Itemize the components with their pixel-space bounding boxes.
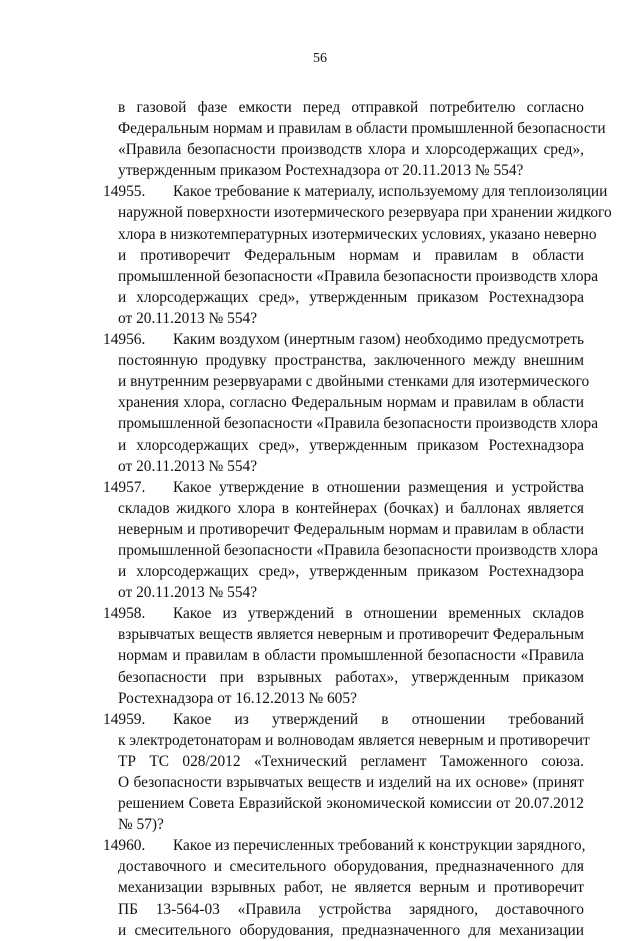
text-line: Каким воздухом (инертным газом) необходимо предусмотреть (173, 331, 584, 349)
text-line: складов жидкого хлора в контейнерах (бочках) и баллонах является (118, 499, 584, 517)
text-line: Какое из утверждений в отношении требований (173, 710, 584, 728)
text-line: от 20.11.2013 № 554? (118, 584, 258, 602)
text-line: Какое из утверждений в отношении временных складов (173, 605, 584, 623)
text-line: № 57)? (118, 816, 164, 834)
text-line: ПБ 13-564-03 «Правила устройства зарядного, доставочного (118, 900, 584, 918)
text-line: Какое из перечисленных требований к конструкции зарядного, (173, 837, 586, 855)
text-line: Какое требование к материалу, используемому для теплоизоляции (173, 183, 608, 201)
text-line: от 20.11.2013 № 554? (118, 457, 258, 475)
text-line: доставочного и смесительного оборудования, предназначенного для (118, 858, 584, 876)
question-14955 (103, 181, 612, 329)
question-14959 (103, 709, 590, 836)
question-14958 (103, 603, 584, 708)
text-line: и хлорсодержащих сред», утвержденным приказом Ростехнадзора (118, 563, 584, 581)
text-line: Ростехнадзора от 16.12.2013 № 605? (118, 689, 357, 707)
text-line: О безопасности взрывчатых веществ и изделий на их основе» (принят (118, 774, 584, 791)
text-line: механизации взрывных работ, не является верным и противоречит (118, 879, 584, 897)
text-line: Какое утверждение в отношении размещения и устройства (173, 478, 584, 496)
intro-paragraph (118, 97, 606, 181)
question-14957 (103, 477, 599, 604)
question-number: 14958. (103, 605, 146, 623)
question-14956 (103, 329, 599, 477)
text-line: и противоречит Федеральным нормам и правилам в области (118, 246, 584, 264)
document-body (103, 97, 612, 941)
text-line: и смесительного оборудования, предназначенного для механизации (118, 921, 584, 939)
text-line: хранения хлора, согласно Федеральным нормам и правилам в области (118, 394, 584, 412)
text-line: ТР ТС 028/2012 «Технический регламент Таможенного союза. (118, 752, 584, 770)
question-number: 14957. (103, 478, 146, 496)
page-number: 56 (313, 51, 327, 66)
text-line: наружной поверхности изотермического резервуара при хранении жидкого (118, 204, 612, 222)
text-line: утвержденным приказом Ростехнадзора от 20.11.2013 № 554? (118, 162, 524, 180)
text-line: и хлорсодержащих сред», утвержденным приказом Ростехнадзора (118, 436, 584, 454)
text-line: безопасности при взрывных работах», утвержденным приказом (118, 668, 584, 686)
text-line: неверным и противоречит Федеральным нормам и правилам в области (118, 520, 584, 538)
text-line: промышленной безопасности «Правила безопасности производств хлора (118, 541, 599, 559)
text-line: Федеральным нормам и правилам в области промышленной безопасности (118, 120, 606, 138)
text-line: и внутренним резервуарами с двойными стенками для изотермического (118, 373, 590, 391)
text-line: и хлорсодержащих сред», утвержденным приказом Ростехнадзора (118, 288, 584, 306)
question-number: 14955. (103, 183, 146, 201)
question-number: 14959. (103, 710, 146, 728)
text-line: взрывчатых веществ является неверным и противоречит Федеральным (118, 626, 584, 644)
question-number: 14956. (103, 331, 146, 349)
text-line: решением Совета Евразийской экономической комиссии от 20.07.2012 (118, 795, 584, 813)
text-line: хлора в низкотемпературных изотермических условиях, указано неверно (118, 225, 597, 243)
text-line: к электродетонаторам и волноводам является неверным и противоречит (118, 731, 590, 749)
text-line: нормам и правилам в области промышленной безопасности «Правила (118, 647, 584, 665)
text-line: в газовой фазе емкости перед отправкой потребителю согласно (118, 99, 584, 116)
question-14960 (103, 835, 586, 940)
text-line: постоянную продувку пространства, заключенного между внешним (118, 352, 584, 370)
text-line: промышленной безопасности «Правила безопасности производств хлора (118, 267, 599, 285)
text-line: «Правила безопасности производств хлора и хлорсодержащих сред», (118, 141, 584, 159)
question-number: 14960. (103, 837, 146, 855)
text-line: от 20.11.2013 № 554? (118, 309, 258, 327)
text-line: промышленной безопасности «Правила безопасности производств хлора (118, 415, 599, 433)
